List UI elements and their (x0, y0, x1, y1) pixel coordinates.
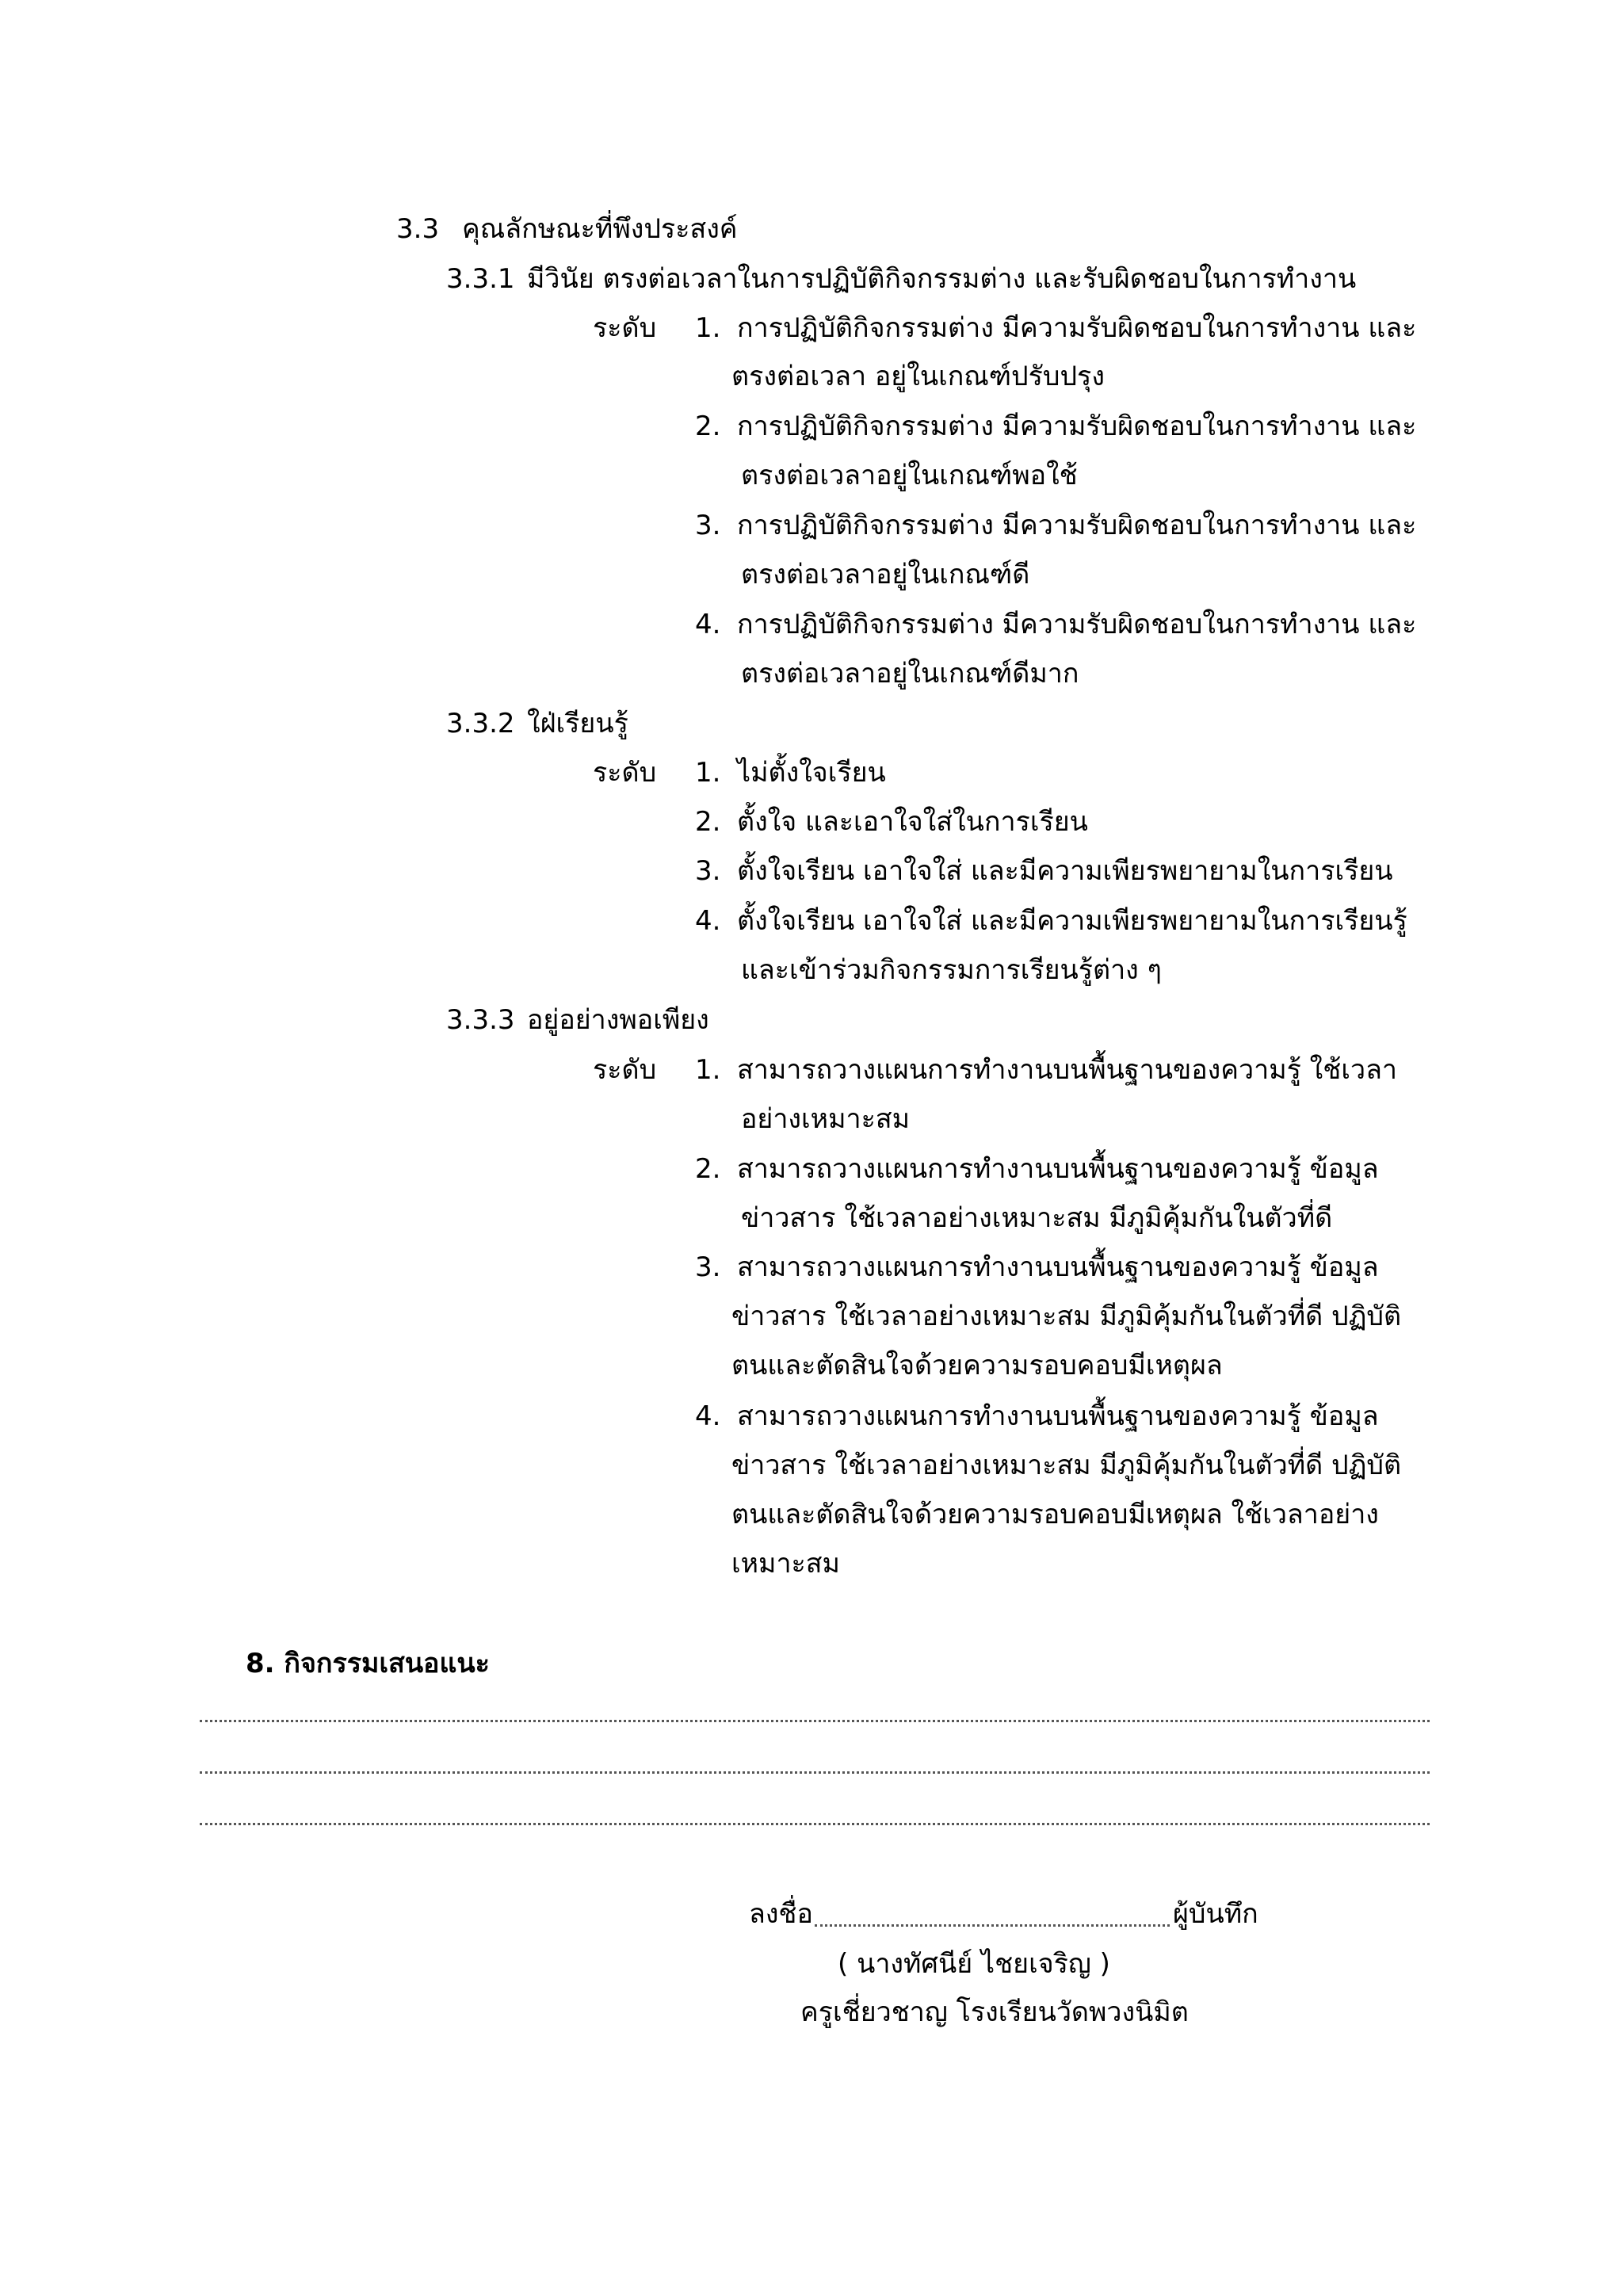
dotted-writing-line (200, 1720, 1430, 1722)
item-number: 3. (695, 855, 721, 887)
item-number: 3. (695, 510, 721, 541)
item-text: ข่าวสาร ใช้เวลาอย่างเหมาะสม มีภูมิคุ้มกันในตัวที่ดี ปฏิบัติ (731, 1450, 1402, 1481)
item-text: การปฏิบัติกิจกรรมต่าง มีความรับผิดชอบในการทำงาน และ (737, 510, 1417, 541)
item-text: สามารถวางแผนการทำงานบนพื้นฐานของความรู้ ข้อมูล (737, 1153, 1379, 1185)
item-text: การปฏิบัติกิจกรรมต่าง มีความรับผิดชอบในการทำงาน และ (737, 609, 1417, 640)
item-text: ตรงต่อเวลาอยู่ในเกณฑ์ดี (741, 559, 1030, 590)
item-number: 1. (695, 312, 721, 344)
item-text: สามารถวางแผนการทำงานบนพื้นฐานของความรู้ ใช้เวลา (737, 1054, 1397, 1086)
subsection-number: 3.3.3 (446, 1004, 515, 1036)
section-heading: 8. กิจกรรมเสนอแนะ (246, 1648, 490, 1679)
item-text: และเข้าร่วมกิจกรรมการเรียนรู้ต่าง ๆ (741, 954, 1162, 986)
item-text: ตั้งใจเรียน เอาใจใส่ และมีความเพียรพยายามในการเรียนรู้ (737, 905, 1407, 937)
sign-suffix: ผู้บันทึก (1173, 1898, 1258, 1930)
level-label: ระดับ (593, 757, 657, 789)
subsection-title: อยู่อย่างพอเพียง (527, 1004, 709, 1036)
subsection-number: 3.3.2 (446, 708, 515, 739)
subsection-number: 3.3.1 (446, 263, 515, 295)
section-number: 3.3 (396, 213, 440, 245)
item-number: 2. (695, 1153, 721, 1185)
item-number: 3. (695, 1251, 721, 1283)
item-text: สามารถวางแผนการทำงานบนพื้นฐานของความรู้ ข้อมูล (737, 1400, 1379, 1432)
item-text: ตรงต่อเวลาอยู่ในเกณฑ์ดีมาก (741, 658, 1079, 690)
item-text: การปฏิบัติกิจกรรมต่าง มีความรับผิดชอบในการทำงาน และ (737, 312, 1417, 344)
item-text: อย่างเหมาะสม (741, 1103, 910, 1135)
sign-prefix: ลงชื่อ (749, 1898, 813, 1930)
item-text: ตนและตัดสินใจด้วยความรอบคอบมีเหตุผล ใช้เวลาอย่าง (731, 1499, 1379, 1530)
level-label: ระดับ (593, 1054, 657, 1086)
level-label: ระดับ (593, 312, 657, 344)
dotted-writing-line (200, 1823, 1430, 1825)
item-number: 1. (695, 757, 721, 789)
item-number: 4. (695, 905, 721, 937)
item-text: ตรงต่อเวลา อยู่ในเกณฑ์ปรับปรุง (731, 361, 1105, 392)
item-number: 4. (695, 1400, 721, 1432)
item-text: เหมาะสม (731, 1548, 840, 1580)
item-text: ตั้งใจเรียน เอาใจใส่ และมีความเพียรพยายามในการเรียน (737, 855, 1393, 887)
item-text: ไม่ตั้งใจเรียน (737, 757, 886, 789)
signature-line (815, 1924, 1170, 1927)
item-text: สามารถวางแผนการทำงานบนพื้นฐานของความรู้ ข้อมูล (737, 1251, 1379, 1283)
item-number: 2. (695, 411, 721, 442)
subsection-title: มีวินัย ตรงต่อเวลาในการปฏิบัติกิจกรรมต่าง และรับผิดชอบในการทำงาน (527, 263, 1357, 295)
item-text: ตั้งใจ และเอาใจใส่ในการเรียน (737, 806, 1088, 838)
item-number: 2. (695, 806, 721, 838)
signer-name: ( นางทัศนีย์ ไชยเจริญ ) (838, 1948, 1110, 1980)
item-number: 1. (695, 1054, 721, 1086)
item-text: การปฏิบัติกิจกรรมต่าง มีความรับผิดชอบในการทำงาน และ (737, 411, 1417, 442)
signer-position: ครูเชี่ยวชาญ โรงเรียนวัดพวงนิมิต (800, 1996, 1189, 2028)
item-text: ตรงต่อเวลาอยู่ในเกณฑ์พอใช้ (741, 460, 1078, 491)
item-number: 4. (695, 609, 721, 640)
item-text: ข่าวสาร ใช้เวลาอย่างเหมาะสม มีภูมิคุ้มกันในตัวที่ดี (741, 1202, 1333, 1234)
section-title: คุณลักษณะที่พึงประสงค์ (462, 213, 738, 245)
item-text: ตนและตัดสินใจด้วยความรอบคอบมีเหตุผล (731, 1350, 1223, 1381)
subsection-title: ใฝ่เรียนรู้ (527, 708, 628, 739)
dotted-writing-line (200, 1771, 1430, 1774)
item-text: ข่าวสาร ใช้เวลาอย่างเหมาะสม มีภูมิคุ้มกันในตัวที่ดี ปฏิบัติ (731, 1301, 1402, 1332)
